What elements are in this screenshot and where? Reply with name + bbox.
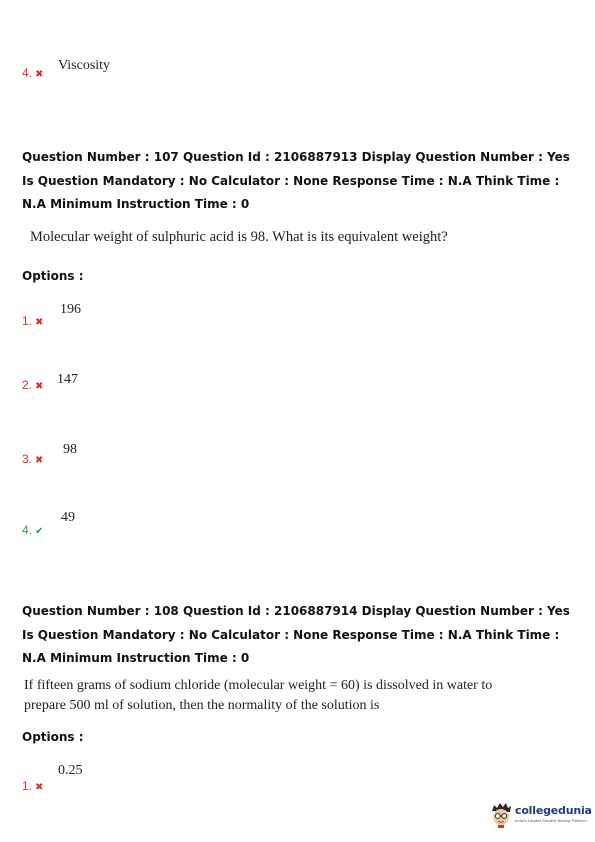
option-number: 1. [22, 779, 33, 793]
cross-icon: ✖ [35, 381, 44, 392]
q107-meta: Question Number : 107 Question Id : 2106887913 Display Question Number : Yes Is Question Mandatory : No Calculator : None Response Time : N.A Think Time : N.A Minimum Instruction Time : 0 [22, 150, 570, 211]
logo-tagline: India's Largest Student Review Platform [515, 819, 587, 823]
q108-option-1-marker [22, 779, 43, 793]
logo-mascot-icon [489, 802, 513, 828]
q107-option-1-marker [22, 314, 43, 328]
q108-options-label: Options : [22, 730, 84, 744]
cross-icon: ✖ [35, 782, 44, 793]
option-number: 4. [22, 66, 33, 80]
q108-question-line-2: prepare 500 ml of solution, then the normality of the solution is [24, 698, 380, 713]
logo-text: collegedunia [515, 804, 592, 817]
cross-icon: ✖ [35, 69, 44, 80]
q108-meta: Question Number : 108 Question Id : 2106887914 Display Question Number : Yes Is Question Mandatory : No Calculator : None Response Time : N.A Think Time : N.A Minimum Instruction Time : 0 [22, 604, 570, 665]
check-icon: ✔ [35, 526, 44, 537]
q107-option-4-text: 49 [61, 510, 75, 525]
q107-option-2-marker [22, 378, 43, 392]
cross-icon: ✖ [35, 317, 44, 328]
q108-option-1-text: 0.25 [58, 763, 83, 778]
prev-option-4-text: Viscosity [58, 58, 111, 73]
q107-option-4-marker [22, 523, 43, 537]
q107-option-1-text: 196 [60, 302, 81, 317]
option-number: 2. [22, 378, 33, 392]
cross-icon: ✖ [35, 455, 44, 466]
q107-option-3-marker [22, 452, 43, 466]
q107-options-label: Options : [22, 269, 84, 283]
option-number: 4. [22, 523, 33, 537]
q108-question-text [24, 676, 494, 716]
collegedunia-logo [489, 800, 592, 832]
q107-option-3-text: 98 [63, 442, 77, 457]
option-number: 3. [22, 452, 33, 466]
prev-option-4-marker [22, 66, 43, 80]
q107-question-text: Molecular weight of sulphuric acid is 98. What is its equivalent weight? [30, 229, 448, 245]
option-number: 1. [22, 314, 33, 328]
q108-question-line-1: If fifteen grams of sodium chloride (molecular weight = 60) is dissolved in water to [24, 678, 493, 693]
q107-option-2-text: 147 [57, 372, 78, 387]
